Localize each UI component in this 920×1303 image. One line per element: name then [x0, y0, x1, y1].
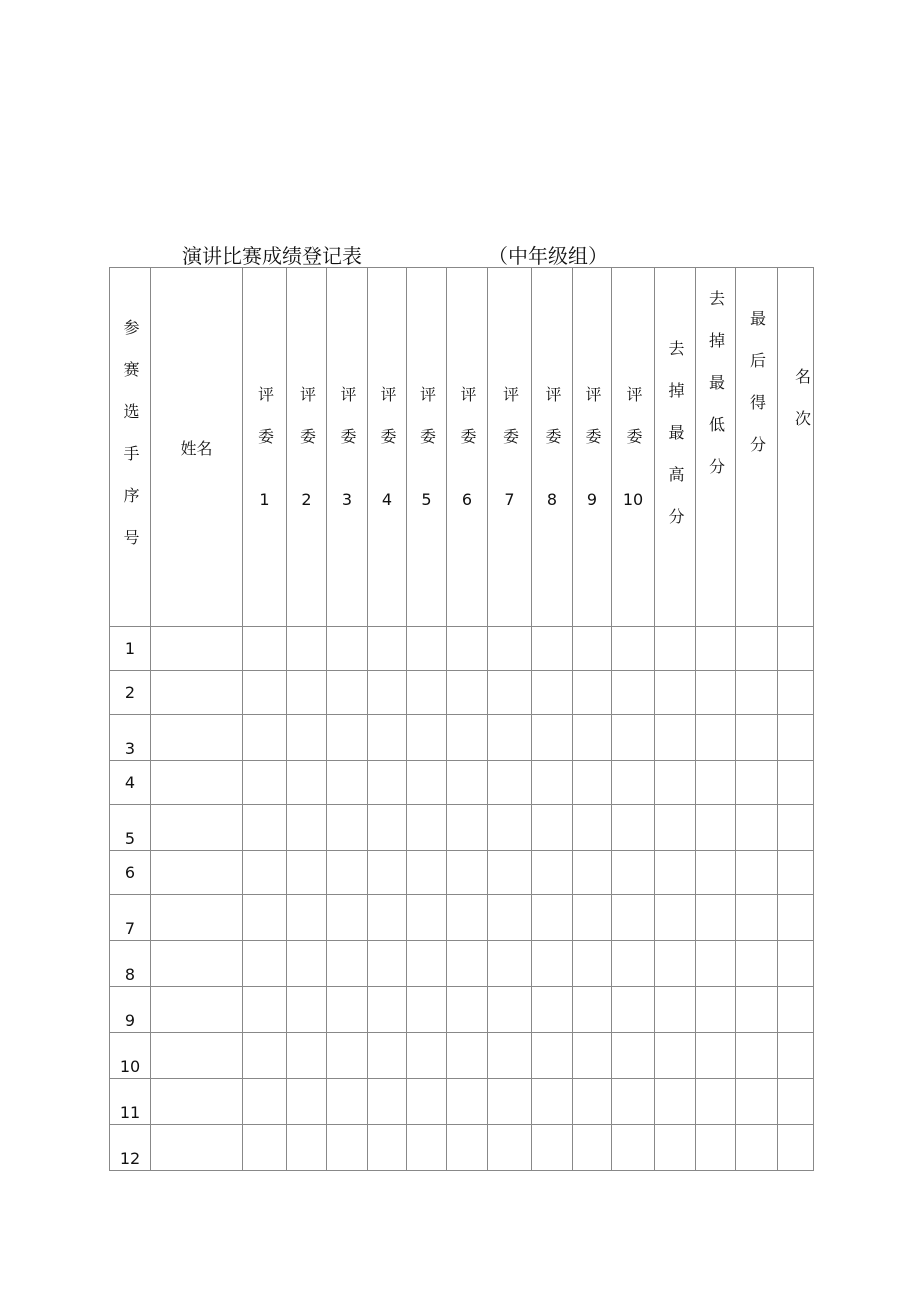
judge-score-cell[interactable] — [327, 1033, 368, 1079]
name-cell[interactable] — [151, 671, 243, 715]
judge-score-cell[interactable] — [532, 895, 573, 941]
name-cell[interactable] — [151, 987, 243, 1033]
name-cell[interactable] — [151, 1079, 243, 1125]
judge-score-cell[interactable] — [287, 761, 327, 805]
table-row — [110, 671, 814, 715]
drop-high-cell[interactable] — [655, 671, 696, 715]
judge-score-cell[interactable] — [287, 1079, 327, 1125]
final-score-cell[interactable] — [736, 805, 778, 851]
judge-score-cell[interactable] — [612, 805, 655, 851]
table-row — [110, 715, 814, 761]
row-seq-number: 8 — [110, 941, 151, 987]
rank-cell[interactable] — [778, 1033, 814, 1079]
judge-score-cell[interactable] — [327, 895, 368, 941]
judge-score-cell[interactable] — [327, 1079, 368, 1125]
name-cell[interactable] — [151, 851, 243, 895]
final-score-cell[interactable] — [736, 627, 778, 671]
judge-score-cell[interactable] — [532, 627, 573, 671]
judge-score-cell[interactable] — [612, 627, 655, 671]
judge-score-cell[interactable] — [488, 671, 532, 715]
table-row — [110, 895, 814, 941]
judge-score-cell[interactable] — [287, 627, 327, 671]
final-score-cell[interactable] — [736, 1033, 778, 1079]
judge-score-cell[interactable] — [327, 671, 368, 715]
judge-score-cell[interactable] — [407, 761, 447, 805]
judge-score-cell[interactable] — [573, 627, 612, 671]
judge-score-cell[interactable] — [447, 1033, 488, 1079]
judge-score-cell[interactable] — [287, 941, 327, 987]
judge-score-cell[interactable] — [573, 715, 612, 761]
judge-score-cell[interactable] — [612, 715, 655, 761]
judge-score-cell[interactable] — [407, 715, 447, 761]
judge-score-cell[interactable] — [573, 761, 612, 805]
judge-score-cell[interactable] — [573, 941, 612, 987]
final-score-cell[interactable] — [736, 941, 778, 987]
table-subtitle: （中年级组） — [488, 244, 608, 268]
judge-score-cell[interactable] — [327, 761, 368, 805]
table-row — [110, 805, 814, 851]
header-judge-3: 评委 3 — [327, 268, 368, 627]
score-table — [109, 267, 814, 1171]
name-cell[interactable] — [151, 941, 243, 987]
header-judge-6: 评委 6 — [447, 268, 488, 627]
judge-score-cell[interactable] — [532, 1125, 573, 1171]
rank-cell[interactable] — [778, 805, 814, 851]
judge-score-cell[interactable] — [407, 987, 447, 1033]
judge-score-cell[interactable] — [287, 805, 327, 851]
row-seq-number: 2 — [110, 671, 151, 715]
judge-score-cell[interactable] — [243, 941, 287, 987]
judge-score-cell[interactable] — [243, 1033, 287, 1079]
rank-cell[interactable] — [778, 1125, 814, 1171]
judge-score-cell[interactable] — [612, 1125, 655, 1171]
name-cell[interactable] — [151, 715, 243, 761]
judge-score-cell[interactable] — [612, 987, 655, 1033]
rank-cell[interactable] — [778, 987, 814, 1033]
judge-score-cell[interactable] — [612, 761, 655, 805]
name-cell[interactable] — [151, 805, 243, 851]
drop-low-cell[interactable] — [696, 805, 736, 851]
judge-score-cell[interactable] — [573, 895, 612, 941]
row-seq-number: 1 — [110, 627, 151, 671]
header-drop-low-label: 去掉最低分 — [706, 290, 726, 500]
table-row — [110, 1079, 814, 1125]
judge-score-cell[interactable] — [488, 761, 532, 805]
table-title: 演讲比赛成绩登记表 — [182, 244, 362, 268]
drop-low-cell[interactable] — [696, 941, 736, 987]
judge-score-cell[interactable] — [368, 987, 407, 1033]
judge-score-cell[interactable] — [407, 1079, 447, 1125]
judge-score-cell[interactable] — [488, 627, 532, 671]
judge-score-cell[interactable] — [243, 671, 287, 715]
drop-high-cell[interactable] — [655, 1033, 696, 1079]
judge-score-cell[interactable] — [243, 895, 287, 941]
judge-score-cell[interactable] — [573, 1125, 612, 1171]
rank-cell[interactable] — [778, 715, 814, 761]
drop-low-cell[interactable] — [696, 1033, 736, 1079]
judge-score-cell[interactable] — [612, 895, 655, 941]
rank-cell[interactable] — [778, 851, 814, 895]
drop-low-cell[interactable] — [696, 1079, 736, 1125]
header-judge-9: 评委 9 — [573, 268, 612, 627]
judge-score-cell[interactable] — [243, 761, 287, 805]
judge-score-cell[interactable] — [287, 895, 327, 941]
final-score-cell[interactable] — [736, 671, 778, 715]
judge-score-cell[interactable] — [407, 1033, 447, 1079]
header-name — [151, 268, 243, 627]
judge-score-cell[interactable] — [447, 895, 488, 941]
judge-score-cell[interactable] — [407, 627, 447, 671]
judge-score-cell[interactable] — [532, 761, 573, 805]
table-row — [110, 627, 814, 671]
judge-score-cell[interactable] — [243, 627, 287, 671]
table-row — [110, 1125, 814, 1171]
name-cell[interactable] — [151, 761, 243, 805]
judge-score-cell[interactable] — [327, 941, 368, 987]
drop-high-cell[interactable] — [655, 627, 696, 671]
final-score-cell[interactable] — [736, 1125, 778, 1171]
name-cell[interactable] — [151, 895, 243, 941]
table-row — [110, 851, 814, 895]
table-row — [110, 1033, 814, 1079]
drop-low-cell[interactable] — [696, 851, 736, 895]
drop-low-cell[interactable] — [696, 671, 736, 715]
judge-score-cell[interactable] — [488, 805, 532, 851]
judge-score-cell[interactable] — [407, 805, 447, 851]
drop-high-cell[interactable] — [655, 715, 696, 761]
judge-score-cell[interactable] — [287, 1033, 327, 1079]
judge-score-cell[interactable] — [573, 1079, 612, 1125]
rank-cell[interactable] — [778, 1079, 814, 1125]
judge-score-cell[interactable] — [612, 1079, 655, 1125]
judge-score-cell[interactable] — [287, 1125, 327, 1171]
rank-cell[interactable] — [778, 941, 814, 987]
judge-score-cell[interactable] — [532, 941, 573, 987]
judge-score-cell[interactable] — [368, 895, 407, 941]
row-seq-number: 7 — [110, 895, 151, 941]
header-judge-10: 评委 10 — [612, 268, 655, 627]
judge-score-cell[interactable] — [447, 1125, 488, 1171]
header-rank-label: 名次 — [792, 368, 812, 452]
header-judge-1: 评委 1 — [243, 268, 287, 627]
judge-score-cell[interactable] — [573, 671, 612, 715]
row-seq-number: 9 — [110, 987, 151, 1033]
drop-high-cell[interactable] — [655, 1079, 696, 1125]
judge-score-cell[interactable] — [488, 941, 532, 987]
judge-score-cell[interactable] — [612, 941, 655, 987]
drop-high-cell[interactable] — [655, 805, 696, 851]
rank-cell[interactable] — [778, 627, 814, 671]
judge-score-cell[interactable] — [573, 987, 612, 1033]
judge-score-cell[interactable] — [368, 851, 407, 895]
final-score-cell[interactable] — [736, 851, 778, 895]
table-row — [110, 987, 814, 1033]
row-seq-number: 6 — [110, 851, 151, 895]
drop-low-cell[interactable] — [696, 627, 736, 671]
header-final — [736, 268, 778, 627]
judge-score-cell[interactable] — [573, 1033, 612, 1079]
judge-score-cell[interactable] — [488, 715, 532, 761]
drop-high-cell[interactable] — [655, 941, 696, 987]
judge-score-cell[interactable] — [488, 895, 532, 941]
judge-score-cell[interactable] — [532, 1079, 573, 1125]
drop-high-cell[interactable] — [655, 851, 696, 895]
drop-high-cell[interactable] — [655, 761, 696, 805]
judge-score-cell[interactable] — [407, 941, 447, 987]
rank-cell[interactable] — [778, 671, 814, 715]
judge-score-cell[interactable] — [368, 1033, 407, 1079]
judge-score-cell[interactable] — [327, 805, 368, 851]
judge-score-cell[interactable] — [243, 1079, 287, 1125]
judge-score-cell[interactable] — [327, 851, 368, 895]
header-name-label: 姓名 — [180, 438, 213, 458]
table-row — [110, 941, 814, 987]
name-cell[interactable] — [151, 1125, 243, 1171]
judge-score-cell[interactable] — [447, 627, 488, 671]
row-seq-number: 10 — [110, 1033, 151, 1079]
row-seq-number: 4 — [110, 761, 151, 805]
judge-score-cell[interactable] — [447, 1079, 488, 1125]
judge-score-cell[interactable] — [407, 671, 447, 715]
judge-score-cell[interactable] — [368, 1079, 407, 1125]
judge-score-cell[interactable] — [488, 1125, 532, 1171]
judge-score-cell[interactable] — [243, 1125, 287, 1171]
judge-score-cell[interactable] — [488, 1033, 532, 1079]
judge-score-cell[interactable] — [287, 987, 327, 1033]
judge-score-cell[interactable] — [327, 715, 368, 761]
judge-score-cell[interactable] — [447, 941, 488, 987]
judge-score-cell[interactable] — [243, 715, 287, 761]
judge-score-cell[interactable] — [368, 715, 407, 761]
judge-score-cell[interactable] — [368, 805, 407, 851]
judge-score-cell[interactable] — [327, 987, 368, 1033]
judge-score-cell[interactable] — [447, 671, 488, 715]
judge-score-cell[interactable] — [243, 987, 287, 1033]
header-row — [110, 268, 814, 627]
name-cell[interactable] — [151, 627, 243, 671]
judge-score-cell[interactable] — [447, 987, 488, 1033]
judge-score-cell[interactable] — [368, 761, 407, 805]
header-judge-8: 评委 8 — [532, 268, 573, 627]
name-cell[interactable] — [151, 1033, 243, 1079]
drop-high-cell[interactable] — [655, 987, 696, 1033]
judge-score-cell[interactable] — [612, 851, 655, 895]
judge-score-cell[interactable] — [243, 851, 287, 895]
header-rank — [778, 268, 814, 627]
header-drop-low — [696, 268, 736, 627]
judge-score-cell[interactable] — [407, 1125, 447, 1171]
final-score-cell[interactable] — [736, 895, 778, 941]
judge-score-cell[interactable] — [287, 851, 327, 895]
judge-score-cell[interactable] — [447, 851, 488, 895]
judge-score-cell[interactable] — [532, 805, 573, 851]
judge-score-cell[interactable] — [447, 761, 488, 805]
judge-score-cell[interactable] — [488, 1079, 532, 1125]
judge-score-cell[interactable] — [368, 671, 407, 715]
rank-cell[interactable] — [778, 761, 814, 805]
judge-score-cell[interactable] — [407, 851, 447, 895]
header-final-label: 最后得分 — [747, 310, 767, 478]
drop-low-cell[interactable] — [696, 761, 736, 805]
table-body — [110, 627, 814, 1171]
judge-score-cell[interactable] — [612, 671, 655, 715]
judge-score-cell[interactable] — [287, 671, 327, 715]
table-row — [110, 761, 814, 805]
judge-score-cell[interactable] — [573, 851, 612, 895]
judge-score-cell[interactable] — [327, 627, 368, 671]
final-score-cell[interactable] — [736, 761, 778, 805]
final-score-cell[interactable] — [736, 987, 778, 1033]
drop-high-cell[interactable] — [655, 1125, 696, 1171]
drop-low-cell[interactable] — [696, 715, 736, 761]
judge-score-cell[interactable] — [532, 1033, 573, 1079]
judge-score-cell[interactable] — [368, 627, 407, 671]
judge-score-cell[interactable] — [407, 895, 447, 941]
judge-score-cell[interactable] — [327, 1125, 368, 1171]
drop-high-cell[interactable] — [655, 895, 696, 941]
judge-score-cell[interactable] — [447, 715, 488, 761]
drop-low-cell[interactable] — [696, 987, 736, 1033]
judge-score-cell[interactable] — [612, 1033, 655, 1079]
row-seq-number: 12 — [110, 1125, 151, 1171]
header-judge-7: 评委 7 — [488, 268, 532, 627]
header-judge-5: 评委 5 — [407, 268, 447, 627]
header-drop-high — [655, 268, 696, 627]
judge-score-cell[interactable] — [368, 1125, 407, 1171]
row-seq-number: 5 — [110, 805, 151, 851]
header-seq — [110, 268, 151, 627]
final-score-cell[interactable] — [736, 1079, 778, 1125]
header-judge-4: 评委 4 — [368, 268, 407, 627]
drop-low-cell[interactable] — [696, 1125, 736, 1171]
row-seq-number: 3 — [110, 715, 151, 761]
judge-score-cell[interactable] — [532, 715, 573, 761]
judge-score-cell[interactable] — [573, 805, 612, 851]
judge-score-cell[interactable] — [532, 987, 573, 1033]
judge-score-cell[interactable] — [532, 851, 573, 895]
judge-score-cell[interactable] — [243, 805, 287, 851]
header-seq-label: 参赛选手序号 — [121, 319, 140, 571]
judge-score-cell[interactable] — [532, 671, 573, 715]
rank-cell[interactable] — [778, 895, 814, 941]
row-seq-number: 11 — [110, 1079, 151, 1125]
judge-score-cell[interactable] — [488, 851, 532, 895]
drop-low-cell[interactable] — [696, 895, 736, 941]
judge-score-cell[interactable] — [287, 715, 327, 761]
final-score-cell[interactable] — [736, 715, 778, 761]
header-drop-high-label: 去掉最高分 — [666, 340, 685, 550]
judge-score-cell[interactable] — [368, 941, 407, 987]
header-judge-2: 评委 2 — [287, 268, 327, 627]
judge-score-cell[interactable] — [447, 805, 488, 851]
judge-score-cell[interactable] — [488, 987, 532, 1033]
